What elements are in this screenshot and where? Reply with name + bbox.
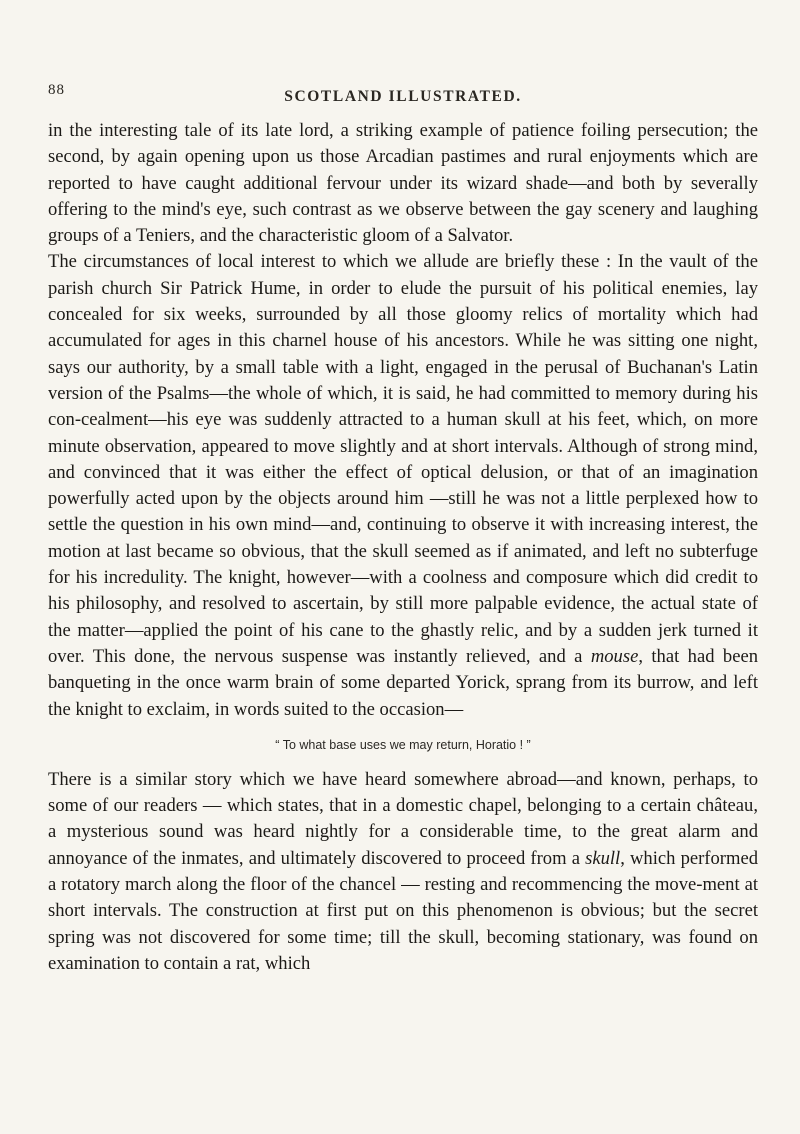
paragraph-2-text-end: , that had been banqueting in the once warm brain of some departed Yorick, sprang from its burrow, and left the knight to exclaim, in words suited to the occasion— bbox=[48, 645, 759, 720]
italic-skull: skull bbox=[585, 847, 621, 869]
paragraph-2-text-start: The circumstances of local interest to which we allude are briefly these : In the vault of the parish church Sir Patrick Hume, in order to elude the pursuit of his political enemies, lay concealed for six weeks, surrounded by all those gloomy relics of mortality which had accumulated for ages in this charnel house of his ancestors. While he was sitting one night, says our authority, by a small table with a light, engaged in the perusal of Buchanan's Latin version of the Psalms—the whole of which, it is said, he had committed to memory during his con-cealment—his eye was suddenly attracted to a human skull at his feet, which, on more minute observation, appeared to move slightly and at short intervals. Although of strong mind, and convinced that it was either the effect of optical delusion, or that of an imagination powerfully acted upon by the objects around him —still he was not a little perplexed how to settle the question in his own mind—and, continuing to observe it with increasing interest, the motion at last became so obvious, that the skull seemed as if animated, and left no subterfuge for his incredulity. The knight, however—with a coolness and composure which did credit to his philosophy, and resolved to ascertain, by still more palpable evidence, the actual state of the matter—applied the point of his cane to the ghastly relic, and by a sudden jerk turned it over. This done, the nervous suspense was instantly relieved, and a bbox=[48, 251, 758, 667]
body-text bbox=[48, 118, 758, 977]
paragraph-1: in the interesting tale of its late lord, a striking example of patience foiling persecution; the second, by again opening upon us those Arcadian pastimes and rural enjoyments which are reported to have caught additional fervour under its wizard shade—and both by severally offering to the mind's eye, such contrast as we observe between the gay scenery and laughing groups of a Teniers, and the characteristic gloom of a Salvator. bbox=[48, 120, 758, 247]
paragraph-2 bbox=[48, 249, 758, 722]
italic-mouse: mouse bbox=[590, 645, 639, 667]
paragraph-3-text-end: , which performed a rotatory march along the floor of the chancel — resting and recommencing the move-ment at short intervals. The construction at first put on this phenomenon is obvious; but the secret spring was not discovered for some time; till the skull, becoming stationary, was found on examination to contain a rat, which bbox=[48, 847, 759, 974]
book-page bbox=[48, 72, 758, 977]
page-number: 88 bbox=[48, 82, 65, 98]
quotation: “ To what base uses we may return, Horatio ! ” bbox=[275, 737, 531, 752]
running-head: SCOTLAND ILLUSTRATED. bbox=[284, 88, 522, 105]
paragraph-3-text-start: There is a similar story which we have heard somewhere abroad—and known, perhaps, to some of our readers — which states, that in a domestic chapel, belonging to a certain château, a mysterious sound was heard nightly for a considerable time, to the great alarm and annoyance of the inmates, and ultimately discovered to proceed from a bbox=[48, 768, 758, 869]
page-header bbox=[48, 72, 758, 106]
paragraph-3 bbox=[48, 767, 758, 977]
